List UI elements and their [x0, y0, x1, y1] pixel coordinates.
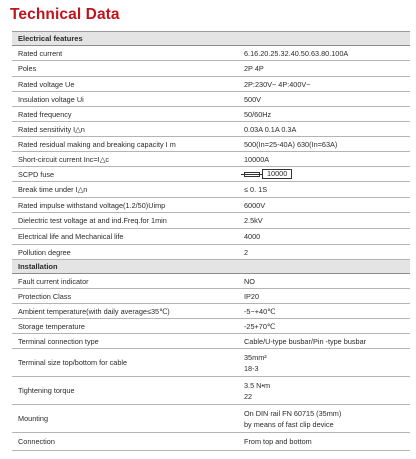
- table-row: [12, 152, 410, 167]
- row-value: [240, 380, 410, 402]
- row-label: Short-circuit current Inc=I△c: [18, 154, 109, 164]
- row-value-line: On DIN rail FN 60715 (35mm): [244, 408, 342, 418]
- row-value-line: 35mm²: [244, 352, 267, 362]
- row-value: 500(In=25-40A) 630(In=63A): [244, 139, 338, 149]
- row-value: 2.5kV: [244, 216, 263, 225]
- row-label: Fault current indicator: [18, 276, 89, 286]
- row-value: IP20: [244, 291, 260, 301]
- row-label: Tightening torque: [18, 386, 75, 395]
- row-value: 50/60Hz: [244, 109, 272, 119]
- table-row: [12, 137, 410, 152]
- row-label: Connection: [18, 437, 55, 446]
- row-value: NO: [244, 276, 255, 286]
- page-title: Technical Data: [10, 6, 120, 23]
- fuse-symbol: [244, 169, 292, 179]
- table-row: [12, 319, 410, 334]
- row-label: Rated frequency: [18, 109, 72, 119]
- row-label: Rated residual making and breaking capacity I m: [18, 139, 176, 149]
- row-value: 500V: [244, 94, 262, 104]
- technical-data-table: [12, 31, 410, 451]
- row-value: 2P 4P: [244, 64, 264, 73]
- row-value: [240, 352, 410, 374]
- section-header-installation: Installation: [12, 260, 410, 274]
- row-value: 10000A: [244, 154, 270, 164]
- row-label: Break time under I△n: [18, 185, 88, 194]
- row-value: 2P:230V~ 4P:400V~: [244, 79, 311, 89]
- table-row: [12, 405, 410, 433]
- table-row: [12, 377, 410, 405]
- table-row: [12, 274, 410, 289]
- row-label: Rated current: [18, 48, 63, 58]
- table-row: [12, 245, 410, 260]
- row-value: 0.03A 0.1A 0.3A: [244, 124, 297, 134]
- row-value-line: 3.5 N•m: [244, 380, 271, 390]
- table-row: [12, 77, 410, 92]
- row-value: 2: [244, 247, 249, 257]
- table-row: [12, 198, 410, 213]
- row-value-line: by means of fast clip device: [244, 419, 334, 429]
- table-row: [12, 92, 410, 107]
- row-label: Poles: [18, 64, 37, 73]
- table-row: [12, 107, 410, 122]
- row-label: Storage temperature: [18, 321, 85, 331]
- row-value: [240, 408, 410, 430]
- row-label: Protection Class: [18, 291, 72, 301]
- table-row: [12, 433, 410, 451]
- row-label: Terminal connection type: [18, 336, 99, 346]
- table-row: [12, 349, 410, 377]
- fuse-rating: 10000: [262, 169, 292, 179]
- section-header-electrical: Electrical features: [12, 32, 410, 46]
- table-row: [12, 46, 410, 61]
- table-row: [12, 167, 410, 182]
- row-label: Rated voltage Ue: [18, 79, 75, 89]
- row-label: SCPD fuse: [18, 169, 55, 179]
- row-value: -25+70℃: [244, 321, 276, 331]
- row-value: 6.16.20.25.32.40.50.63.80.100A: [244, 48, 349, 58]
- row-label: Rated sensitivity I△n: [18, 124, 85, 134]
- row-label: Dielectric test voltage at and ind.Freq.for 1min: [18, 216, 167, 225]
- table-row: [12, 334, 410, 349]
- row-value: [240, 169, 410, 179]
- row-value-line: 18-3: [244, 363, 259, 373]
- row-value: 4000: [244, 232, 261, 241]
- table-row: [12, 289, 410, 304]
- row-value: -5~+40℃: [244, 306, 276, 316]
- row-value: 6000V: [244, 200, 266, 210]
- row-value: Cable/U-type busbar/Pin -type busbar: [244, 336, 367, 346]
- row-value-line: 22: [244, 391, 253, 401]
- row-label: Ambient temperature(with daily average≤35℃): [18, 306, 170, 316]
- table-row: [12, 213, 410, 229]
- table-row: [12, 304, 410, 319]
- table-row: [12, 122, 410, 137]
- row-label: Pollution degree: [18, 247, 71, 257]
- table-row: [12, 229, 410, 245]
- row-label: Mounting: [18, 414, 49, 423]
- row-label: Terminal size top/bottom for cable: [18, 358, 128, 367]
- row-label: Electrical life and Mechanical life: [18, 232, 124, 241]
- table-row: [12, 61, 410, 77]
- row-label: Rated impulse withstand voltage(1.2/50)Uimp: [18, 200, 166, 210]
- table-row: [12, 182, 410, 198]
- fuse-icon: [244, 172, 260, 177]
- row-value: From top and bottom: [244, 437, 312, 446]
- row-value: ≤ 0. 1S: [244, 185, 268, 194]
- row-label: Insulation voltage Ui: [18, 94, 84, 104]
